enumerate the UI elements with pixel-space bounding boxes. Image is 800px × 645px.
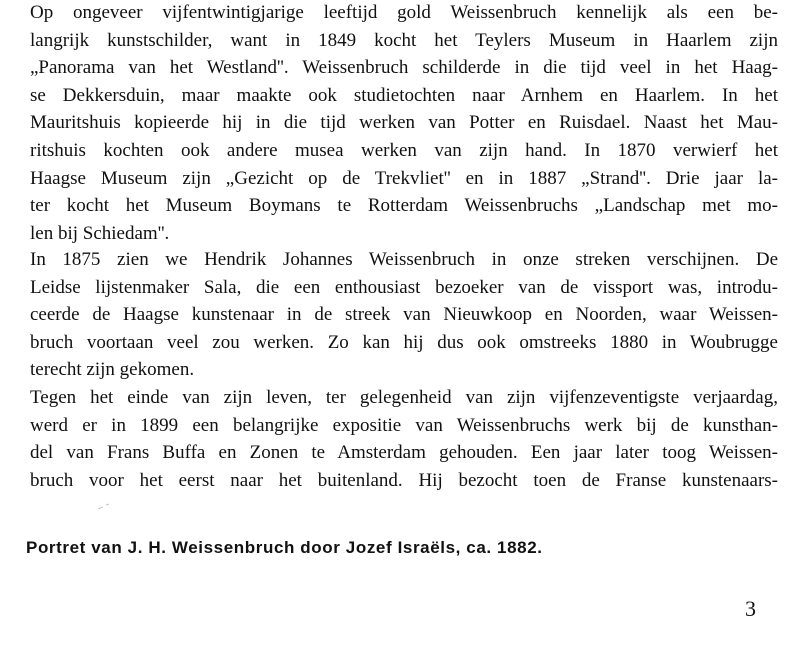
text-line: „Panorama van het Westland''. Weissenbruch schilderde in die tijd veel in het Haag- — [30, 57, 778, 79]
text-line: len bij Schiedam''. — [30, 222, 170, 244]
text-line: terecht zijn gekomen. — [30, 359, 195, 381]
text-line: del van Frans Buffa en Zonen te Amsterdam gehouden. Een jaar later toog Weissen- — [30, 442, 778, 464]
paragraph-1 — [30, 0, 778, 247]
text-line: bruch voor het eerst naar het buitenland. Hij bezocht toen de Franse kunstenaars- — [30, 469, 778, 491]
page-number: 3 — [745, 596, 756, 621]
text-line: ceerde de Haagse kunstenaar in de streek van Nieuwkoop en Noorden, waar Weissen- — [30, 304, 778, 326]
text-line: se Dekkersduin, maar maakte ook studietochten naar Arnhem en Haarlem. In het — [30, 84, 778, 106]
text-line: langrijk kunstschilder, want in 1849 kocht het Teylers Museum in Haarlem zijn — [30, 29, 778, 51]
text-line: ritshuis kochten ook andere musea werken van zijn hand. In 1870 verwierf het — [30, 139, 778, 161]
text-line: In 1875 zien we Hendrik Johannes Weissenbruch in onze streken verschijnen. De — [30, 249, 778, 270]
text-line: ter kocht het Museum Boymans te Rotterdam Weissenbruchs „Landschap met mo- — [30, 195, 778, 217]
text-line: Op ongeveer vijfentwintigjarige leeftijd gold Weissenbruch kennelijk als een be- — [30, 2, 778, 23]
text-line: Haagse Museum zijn „Gezicht op de Trekvliet'' en in 1887 „Strand''. Drie jaar la- — [30, 167, 778, 189]
text-line: bruch voortaan veel zou werken. Zo kan hij dus ook omstreeks 1880 in Woubrugge — [30, 331, 778, 353]
text-line: werd er in 1899 een belangrijke expositie van Weissenbruchs werk bij de kunsthan- — [30, 414, 778, 436]
text-line: Mauritshuis kopieerde hij in die tijd werken van Potter en Ruisdael. Naast het Mau- — [30, 112, 778, 134]
text-line: Tegen het einde van zijn leven, ter gelegenheid van zijn vijfenzeventigste verjaardag, — [30, 387, 778, 408]
paragraph-2 — [30, 246, 778, 384]
scan-speck — [96, 500, 118, 512]
paragraph-3 — [30, 384, 778, 494]
figure-caption: Portret van J. H. Weissenbruch door Jozef Israëls, ca. 1882. — [26, 538, 543, 557]
text-line: Leidse lijstenmaker Sala, die een enthousiast bezoeker van de vissport was, introdu- — [30, 276, 778, 298]
